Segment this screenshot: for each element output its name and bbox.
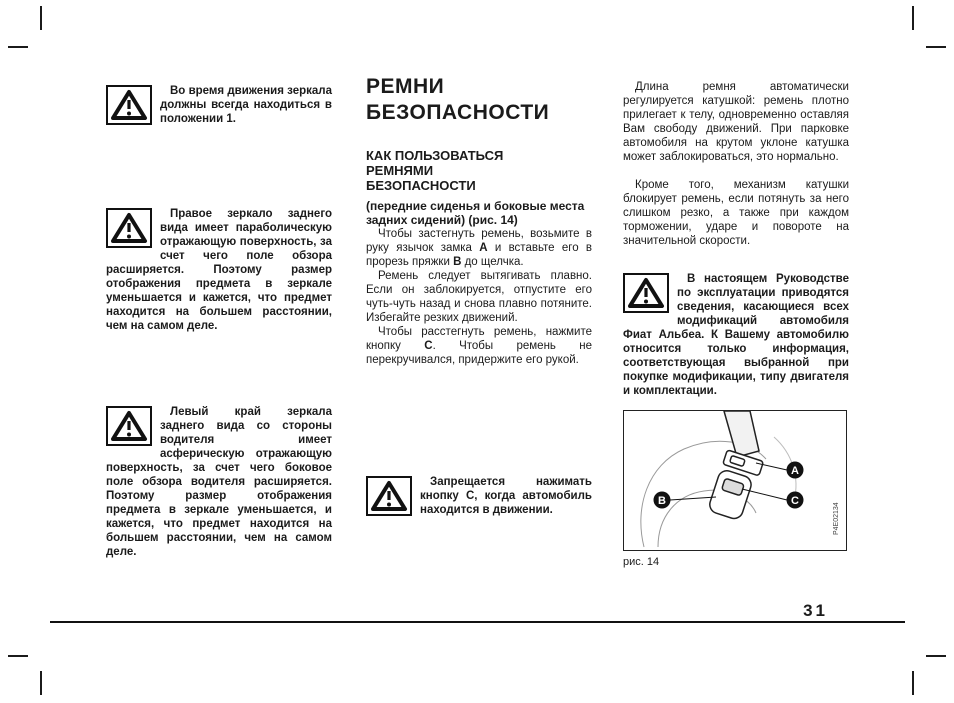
warning-right-mirror: [106, 207, 332, 333]
warning-triangle-icon: [106, 406, 152, 446]
label-b-ref: В: [453, 256, 462, 268]
paragraph-pull-belt: Ремень следует вытягивать плавно. Если он заблокируется, отпустите его чуть-чуть назад и снова плавно потяните. Избегайте резких движений.: [366, 270, 592, 324]
paragraph-fasten-belt: Чтобы застегнуть ремень, возьмите в руку язычок замка А и вставьте его в прорезь пряжки В до щелчка.: [366, 228, 593, 268]
paragraph-locking: Кроме того, механизм катушки блокирует ремень, если потянуть за него слишком резко, а также при каждом торможении, ударе и повороте на значительной скорости.: [623, 179, 849, 247]
subsection-title-line: БЕЗОПАСНОСТИ: [366, 178, 476, 193]
label-c-ref: С: [424, 340, 433, 352]
subsection-title-line: РЕМНЯМИ: [366, 163, 434, 178]
crop-mark-bottom-right-v: [912, 671, 914, 695]
warning-triangle-icon: [366, 476, 412, 516]
section-title: РЕМНИ БЕЗОПАСНОСТИ: [366, 75, 550, 124]
warning-manual-scope: [623, 272, 849, 398]
figure-14-seatbelt-buckle: [623, 410, 847, 551]
crop-mark-top-left-h: [8, 46, 28, 48]
crop-mark-top-right-h: [926, 46, 946, 48]
subsection-title: [366, 148, 592, 193]
warning-button-c: [366, 475, 592, 518]
warning-left-mirror: [106, 405, 332, 559]
warning-text: Во время движения зеркала должны всегда находиться в положении 1.: [160, 85, 332, 125]
subsection-note: (передние сиденья и боковые места задних сидений) (рис. 14): [366, 199, 585, 227]
crop-mark-bottom-right-h: [926, 655, 946, 657]
warning-triangle-icon: [623, 273, 669, 313]
left-column: [106, 84, 332, 559]
footer-rule: [50, 621, 905, 623]
seatbelt-buckle-illustration: [624, 411, 845, 549]
subsection-title-line: КАК ПОЛЬЗОВАТЬСЯ: [366, 148, 504, 163]
warning-triangle-icon: [106, 208, 152, 248]
warning-text: Левый край зеркала заднего вида со стороны водителя имеет асферическую отражающую поверхность, за счет чего боковое поле обзора водителя расширяется. Поэтому размер отображения предмета в зеркале уменьшается, и кажется, что предмет находится на большем расстоянии, чем на самом деле.: [106, 406, 332, 558]
figure-code: P4E02134: [833, 502, 840, 535]
label-a: A: [791, 465, 799, 477]
label-a-ref: А: [479, 242, 488, 254]
right-column: [623, 80, 849, 568]
warning-triangle-icon: [106, 85, 152, 125]
warning-text: Запрещается нажимать кнопку С, когда автомобиль находится в движении.: [420, 476, 592, 516]
paragraph-release-belt: Чтобы расстегнуть ремень, нажмите кнопку С. Чтобы ремень не перекручивался, придержите его рукой.: [366, 326, 592, 366]
warning-text: Правое зеркало заднего вида имеет параболическую отражающую поверхность, за счет чего поле обзора расширяется. Поэтому размер отображения предмета в зеркале уменьшается и кажется, что предмет находится на большем расстоянии, чем на самом деле.: [106, 208, 332, 332]
crop-mark-top-left-v: [40, 6, 42, 30]
crop-mark-top-right-v: [912, 6, 914, 30]
paragraph-retractor: Длина ремня автоматически регулируется катушкой: ремень плотно прилегает к телу, одновременно оставляя Вам свободу движений. При парковке автомобиля на крутом уклоне катушка может заблокироваться, это нормально.: [623, 81, 849, 163]
page-number: 31: [803, 601, 828, 620]
warning-mirror-position: [106, 84, 332, 127]
label-c: C: [791, 495, 799, 507]
crop-mark-bottom-left-h: [8, 655, 28, 657]
middle-column: [366, 74, 592, 518]
label-b: B: [658, 495, 666, 507]
warning-text: В настоящем Руководстве по эксплуатации приводятся сведения, касающиеся всех модификаций автомобиля Фиат Альбеа. К Вашему автомобилю относится только информация, соответствующая выбранной при покупке модификации, типу двигателя и комплектации.: [623, 273, 849, 397]
figure-caption: рис. 14: [623, 556, 660, 568]
crop-mark-bottom-left-v: [40, 671, 42, 695]
